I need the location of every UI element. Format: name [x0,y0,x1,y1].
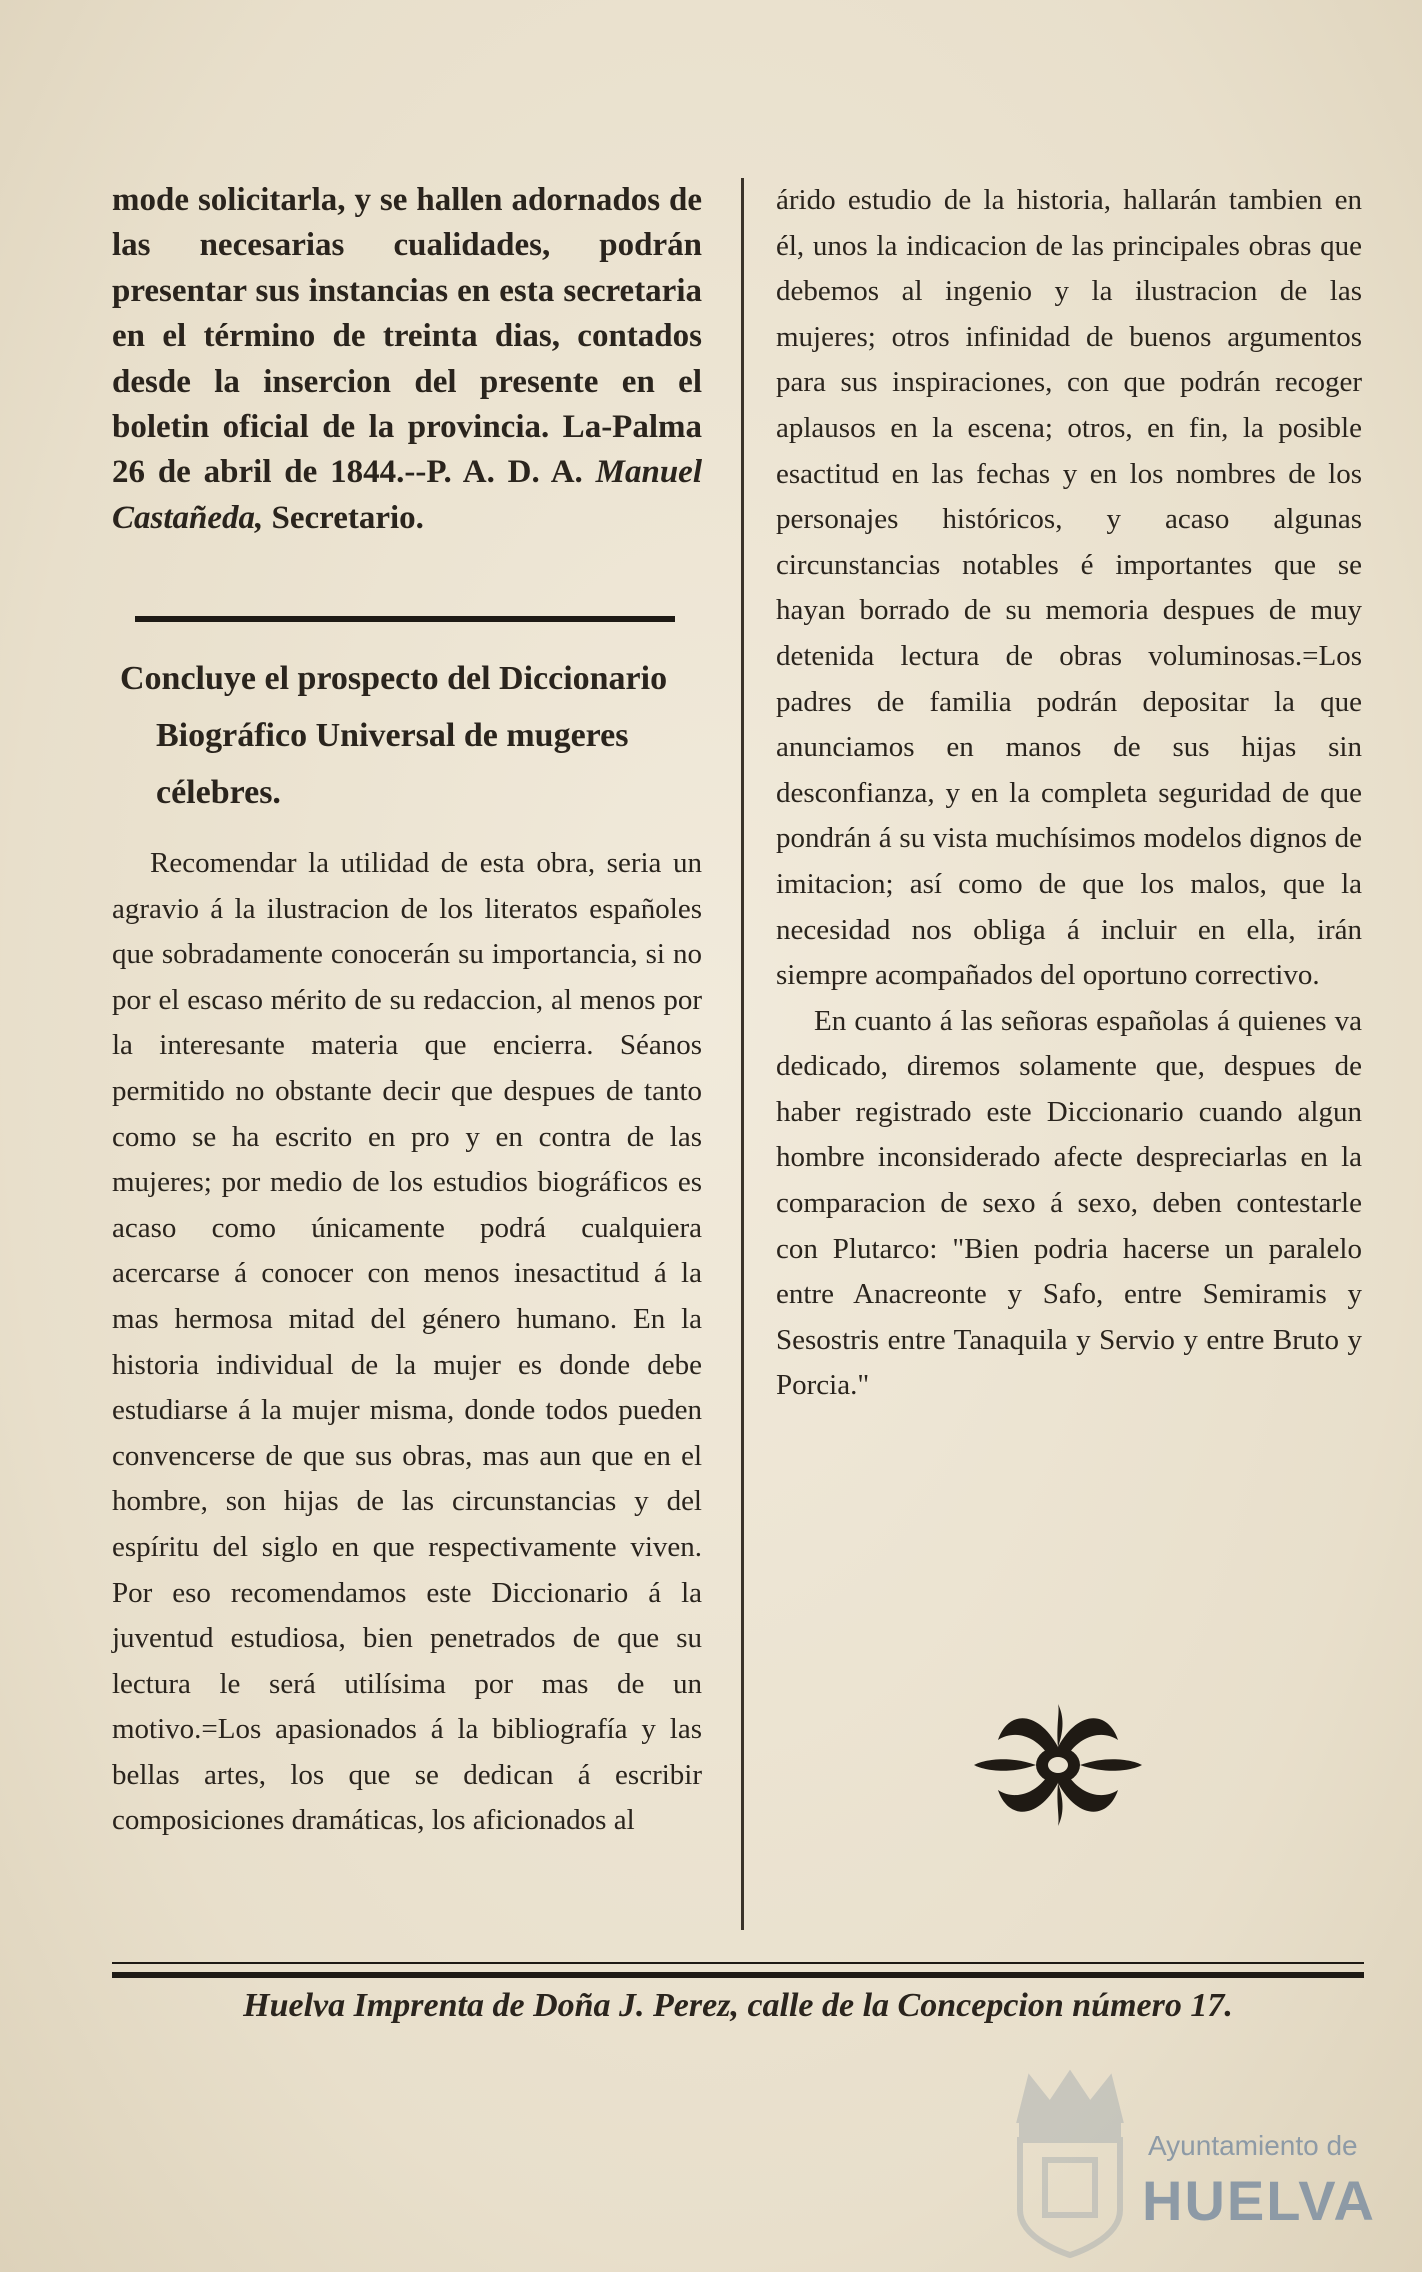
column-divider [741,178,744,1930]
left-article-body [112,841,702,1844]
notice-signatory: Manuel Castañeda, [112,454,702,536]
notice-column [112,178,702,541]
heading-line-3: célebres. [156,774,281,811]
watermark-line-1: Ayuntamiento de [1148,2130,1358,2161]
notice-signatory-title: Secretario. [263,499,424,536]
right-body-paragraph-1: árido estudio de la historia, hallarán tambien en él, unos la indicacion de las principales obras que debemos al ingenio y la ilustracion de las mujeres; otros infinidad de buenos argumentos para sus inspiraciones, con que podrán recoger aplausos en la escena; otros, en fin, la posible esactitud en las fechas y en los nombres de los personajes históricos, y acaso algunas circunstancias notables é importantes que se hayan borrado de su memoria despues de muy detenida lectura de obras voluminosas.=Los padres de familia podrán depositar la que anunciamos en manos de sus hijas sin desconfianza, y en la completa seguridad de que pondrán á su vista muchísimos modelos dignos de imitacion; así como de que los malos, que la necesidad nos obliga á incluir en ella, irán siempre acompañados del oportuno correctivo. [776,184,1362,992]
article-heading [120,650,700,821]
watermark-line-2: HUELVA [1142,2169,1376,2232]
heading-line-1: Concluye el prospecto del Diccionario [120,660,668,697]
notice-text: mode solicitarla, y se hallen adornados de las necesarias cualidades, podrán presentar sus instancias en esta secretaria en el término de treinta dias, contados desde la insercion del presente en el boletin oficial de la provincia. La-Palma 26 de abril de 1844.--P. A. D. A. [112,182,702,491]
right-body-paragraph-2: En cuanto á las señoras españolas á quienes va dedicado, diremos solamente que, despues de haber registrado este Diccionario cuando algun hombre inconsiderado afecte despreciarlas en la comparacion de sexo á sexo, deben contestarle con Plutarco: "Bien podria hacerse un paralelo entre Anacreonte y Safo, entre Semiramis y Sesostris entre Tanaquila y Servio y entre Bruto y Porcia." [776,1004,1362,1402]
notice-paragraph [112,178,702,541]
floral-ornament-icon [968,1700,1148,1830]
footer-thin-rule [112,1962,1364,1964]
left-body-paragraph: Recomendar la utilidad de esta obra, seria un agravio á la ilustracion de los literatos españoles que sobradamente conocerán su importancia, si no por el escaso mérito de su redaccion, al menos por la interesante materia que encierra. Séanos permitido no obstante decir que despues de tanto como se ha escrito en pro y en contra de las mujeres; por medio de los estudios biográficos es acaso como únicamente podrá cualquiera acercarse á conocer con menos inesactitud á la mas hermosa mitad del género humano. En la historia individual de la mujer es donde debe estudiarse á la mujer misma, donde todos pueden convencerse de que sus obras, mas aun que en el hombre, son hijas de las circunstancias y del espíritu del siglo en que respectivamente viven. Por eso recomendamos este Diccionario á la juventud estudiosa, bien penetrados de que su lectura le será utilísima por mas de un motivo.=Los apasionados á la bibliografía y las bellas artes, los que se dedican á escribir composiciones dramáticas, los aficionados al [112,847,702,1837]
printer-imprint: Huelva Imprenta de Doña J. Perez, calle de la Concepcion número 17. [243,1987,1233,2024]
footer-thick-rule [112,1972,1364,1978]
heading-line-2: Biográfico Universal de mugeres [156,717,629,754]
section-divider-rule [135,616,675,622]
right-article-body [776,178,1362,1409]
